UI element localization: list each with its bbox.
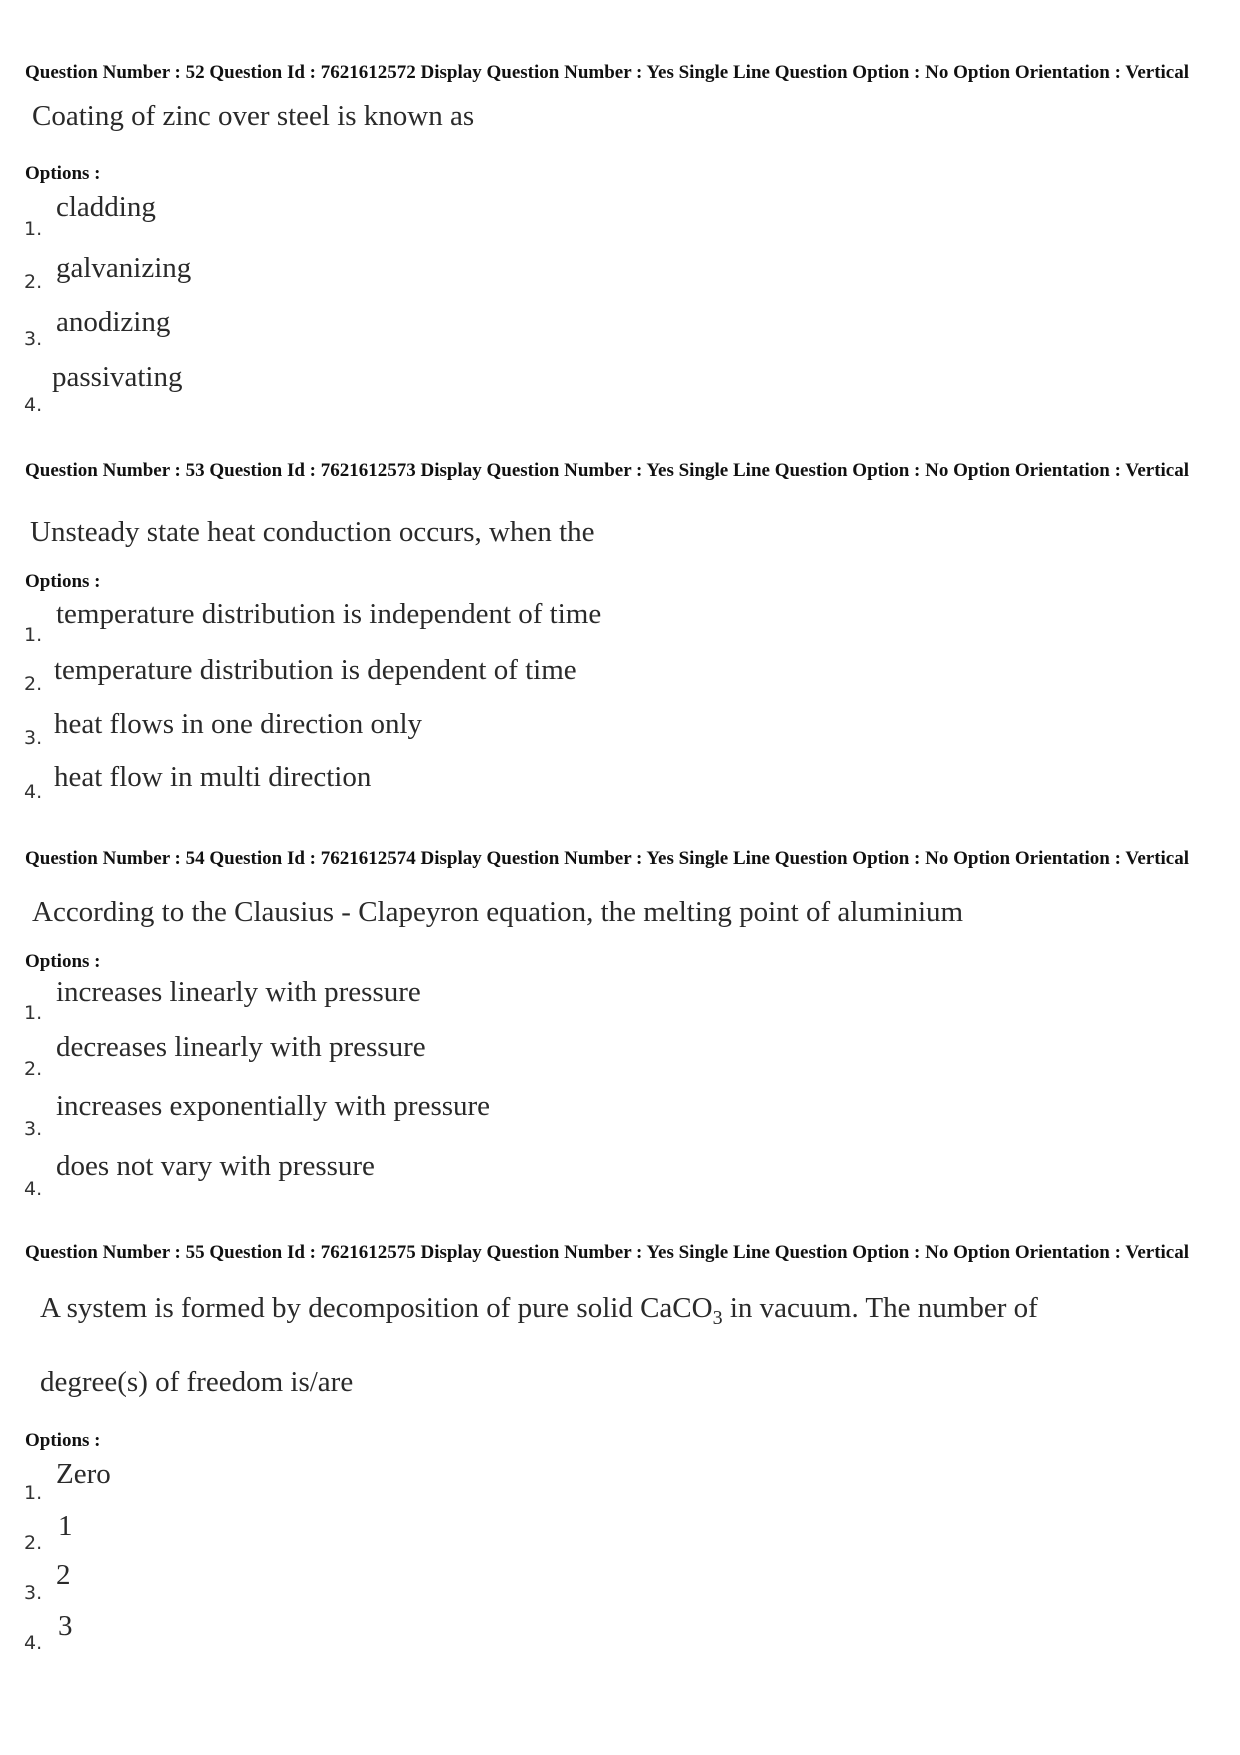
option-text: does not vary with pressure (56, 1150, 375, 1182)
option-text: anodizing (56, 306, 171, 338)
question-stem: Coating of zinc over steel is known as (32, 100, 475, 132)
option-text: decreases linearly with pressure (56, 1031, 426, 1063)
question-stem: According to the Clausius - Clapeyron equation, the melting point of aluminium (32, 896, 964, 928)
options-label: Options : (25, 1430, 101, 1451)
option-number: 4. (24, 1178, 43, 1200)
option-text: Zero (56, 1458, 111, 1490)
question-meta: Question Number : 54 Question Id : 7621612574 Display Question Number : Yes Single Line Question Option : No Option Orientation : Vertical (25, 848, 1190, 869)
option-number: 4. (24, 394, 43, 416)
option-number: 3. (24, 1118, 43, 1140)
option-text: temperature distribution is dependent of time (54, 654, 577, 686)
option-text: heat flows in one direction only (54, 708, 423, 740)
option-text: 3 (58, 1610, 73, 1642)
question-stem-line-1: A system is formed by decomposition of pure solid CaCO$_3$ in vacuum. The number of (40, 1292, 1038, 1329)
option-number: 1. (24, 624, 43, 646)
options-label: Options : (25, 951, 101, 972)
option-text: passivating (52, 361, 183, 393)
option-text: 2 (56, 1559, 71, 1591)
option-text: galvanizing (56, 252, 192, 284)
question-meta: Question Number : 55 Question Id : 7621612575 Display Question Number : Yes Single Line Question Option : No Option Orientation : Vertical (25, 1242, 1190, 1263)
option-number: 3. (24, 328, 43, 350)
option-number: 3. (24, 727, 43, 749)
question-meta: Question Number : 52 Question Id : 7621612572 Display Question Number : Yes Single Line Question Option : No Option Orientation : Vertical (25, 62, 1190, 83)
option-number: 2. (24, 1532, 43, 1554)
question-meta: Question Number : 53 Question Id : 7621612573 Display Question Number : Yes Single Line Question Option : No Option Orientation : Vertical (25, 460, 1190, 481)
option-number: 2. (24, 1058, 43, 1080)
option-number: 1. (24, 1002, 43, 1024)
option-text: 1 (58, 1510, 73, 1542)
question-stem-line-2: degree(s) of freedom is/are (40, 1366, 354, 1398)
options-label: Options : (25, 571, 101, 592)
option-text: temperature distribution is independent of time (56, 598, 602, 630)
option-number: 3. (24, 1582, 43, 1604)
option-number: 1. (24, 1482, 43, 1504)
option-text: increases linearly with pressure (56, 976, 421, 1008)
option-text: cladding (56, 191, 156, 223)
option-number: 2. (24, 271, 43, 293)
question-stem: Unsteady state heat conduction occurs, when the (30, 516, 595, 548)
option-text: heat flow in multi direction (54, 761, 372, 793)
option-number: 2. (24, 673, 43, 695)
option-number: 4. (24, 1632, 43, 1654)
subscript: 3 (712, 1306, 723, 1329)
options-label: Options : (25, 163, 101, 184)
option-number: 1. (24, 218, 43, 240)
option-number: 4. (24, 781, 43, 803)
option-text: increases exponentially with pressure (56, 1090, 491, 1122)
